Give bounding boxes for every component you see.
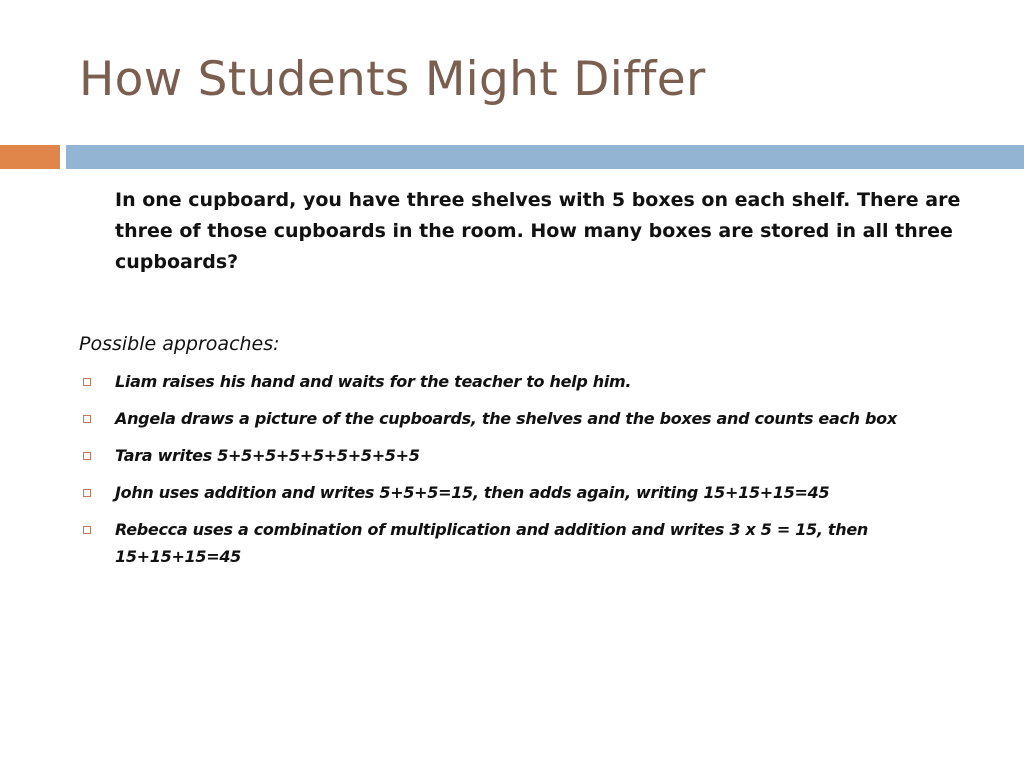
- accent-bar-blue: [66, 145, 1024, 169]
- approach-item-rebecca: [79, 516, 979, 570]
- approach-list: [79, 368, 979, 580]
- hollow-square-bullet-icon: [83, 378, 91, 386]
- approaches-heading: Possible approaches:: [79, 333, 280, 355]
- slide-title: How Students Might Differ: [79, 52, 706, 107]
- approach-text: Rebecca uses a combination of multiplication and addition and writes 3 x 5 = 15, then 15+15+15=45: [115, 520, 869, 566]
- hollow-square-bullet-icon: [83, 452, 91, 460]
- approach-item-tara: [79, 442, 979, 469]
- hollow-square-bullet-icon: [83, 526, 91, 534]
- hollow-square-bullet-icon: [83, 489, 91, 497]
- problem-statement: In one cupboard, you have three shelves with 5 boxes on each shelf. There are three of those cupboards in the room. How many boxes are stored in all three cupboards?: [115, 189, 961, 273]
- approach-text: Angela draws a picture of the cupboards, the shelves and the boxes and counts each box: [115, 409, 897, 428]
- approach-text: Liam raises his hand and waits for the teacher to help him.: [115, 372, 632, 391]
- approach-text: John uses addition and writes 5+5+5=15, then adds again, writing 15+15+15=45: [115, 483, 830, 502]
- accent-bar-orange: [0, 145, 60, 169]
- approach-item-liam: [79, 368, 979, 395]
- approach-item-john: [79, 479, 979, 506]
- hollow-square-bullet-icon: [83, 415, 91, 423]
- approach-text: Tara writes 5+5+5+5+5+5+5+5+5: [115, 446, 420, 465]
- approach-item-angela: [79, 405, 979, 432]
